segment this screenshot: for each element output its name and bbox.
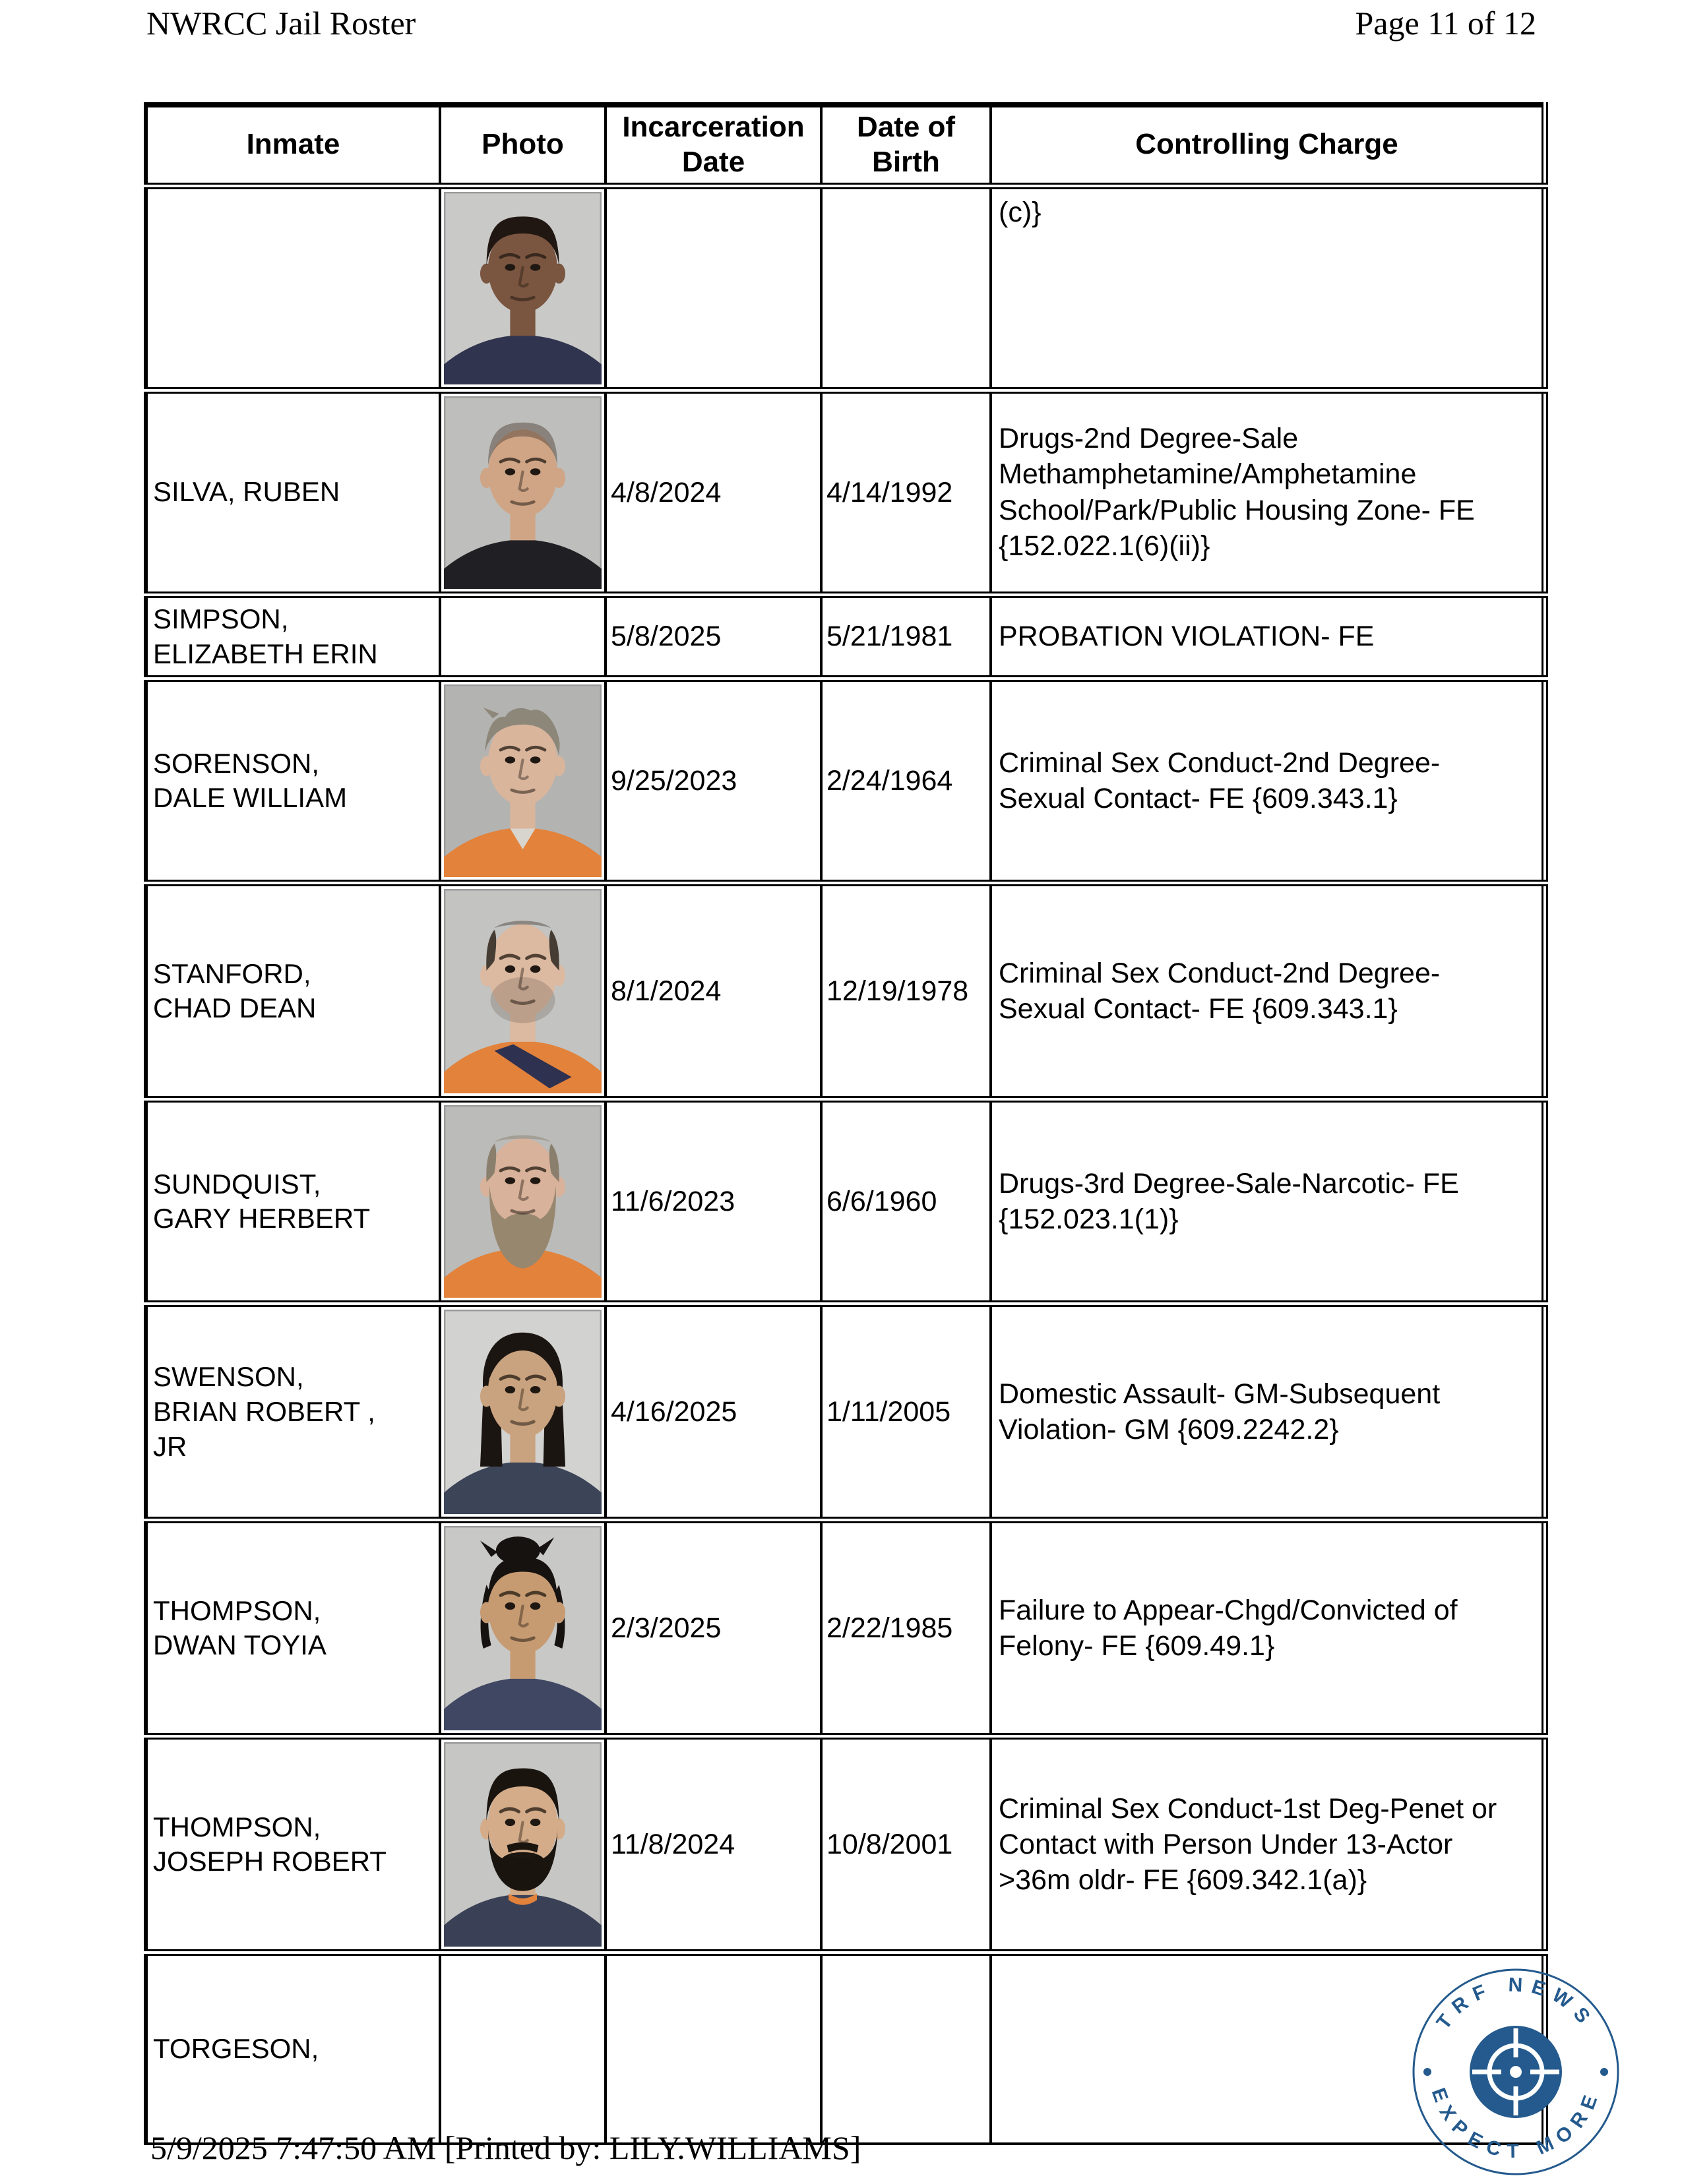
- date-of-birth: 2/24/1964: [821, 679, 991, 883]
- date-of-birth: 1/11/2005: [821, 1304, 991, 1520]
- controlling-charge: (c)}: [991, 186, 1545, 390]
- table-row: [146, 390, 1545, 595]
- date-of-birth: 4/14/1992: [821, 390, 991, 595]
- roster-table-container: [144, 102, 1557, 2065]
- table-header-row: [146, 105, 1545, 186]
- column-header-incarceration-date: Incarceration Date: [606, 105, 821, 186]
- date-of-birth: 12/19/1978: [821, 883, 991, 1099]
- incarceration-date: 8/1/2024: [606, 883, 821, 1099]
- inmate-name: THOMPSON, JOSEPH ROBERT: [146, 1736, 440, 1953]
- incarceration-date: 2/3/2025: [606, 1520, 821, 1736]
- crosshair-center-dot: [1510, 2066, 1522, 2078]
- column-header-controlling-charge: Controlling Charge: [991, 105, 1545, 186]
- controlling-charge: Criminal Sex Conduct-2nd Degree-Sexual Contact- FE {609.343.1}: [991, 883, 1545, 1099]
- controlling-charge: Drugs-2nd Degree-Sale Methamphetamine/Amphetamine School/Park/Public Housing Zone- FE {152.022.1(6)(ii)}: [991, 390, 1545, 595]
- inmate-photo-cell: [440, 1304, 606, 1520]
- mugshot-photo: [444, 1310, 602, 1514]
- inmate-name: SWENSON, BRIAN ROBERT , JR: [146, 1304, 440, 1520]
- column-header-date-of-birth: Date of Birth: [821, 105, 991, 186]
- controlling-charge: Failure to Appear-Chgd/Convicted of Felony- FE {609.49.1}: [991, 1520, 1545, 1736]
- date-of-birth: 6/6/1960: [821, 1099, 991, 1304]
- inmate-photo-cell: [440, 1736, 606, 1953]
- inmate-photo-cell: [440, 1520, 606, 1736]
- inmate-photo-cell: [440, 390, 606, 595]
- trf-news-logo: [1404, 1960, 1628, 2184]
- incarceration-date: 11/8/2024: [606, 1736, 821, 1953]
- roster-table: [144, 102, 1548, 2145]
- table-row: [146, 1736, 1545, 1953]
- mugshot-photo: [444, 192, 602, 384]
- incarceration-date: [606, 1953, 821, 2144]
- controlling-charge: Domestic Assault- GM-Subsequent Violation- GM {609.2242.2}: [991, 1304, 1545, 1520]
- table-row: [146, 883, 1545, 1099]
- date-of-birth: [821, 1953, 991, 2144]
- incarceration-date: 9/25/2023: [606, 679, 821, 883]
- controlling-charge: Drugs-3rd Degree-Sale-Narcotic- FE {152.023.1(1)}: [991, 1099, 1545, 1304]
- inmate-name: SIMPSON, ELIZABETH ERIN: [146, 595, 440, 679]
- inmate-photo-cell: [440, 186, 606, 390]
- inmate-name: TORGESON,: [146, 1953, 440, 2144]
- inmate-photo-cell: [440, 595, 606, 679]
- incarceration-date: [606, 186, 821, 390]
- logo-right-dot: [1600, 2068, 1608, 2076]
- inmate-photo-cell: [440, 679, 606, 883]
- incarceration-date: 5/8/2025: [606, 595, 821, 679]
- table-row: [146, 1099, 1545, 1304]
- incarceration-date: 11/6/2023: [606, 1099, 821, 1304]
- controlling-charge: Criminal Sex Conduct-1st Deg-Penet or Contact with Person Under 13-Actor >36m oldr- FE {609.342.1(a)}: [991, 1736, 1545, 1953]
- inmate-photo-cell: [440, 883, 606, 1099]
- column-header-photo: Photo: [440, 105, 606, 186]
- mugshot-photo: [444, 889, 602, 1093]
- svg-text:EXPECT MORE: EXPECT MORE: [1427, 2085, 1605, 2163]
- mugshot-photo: [444, 1105, 602, 1298]
- svg-text:TRF NEWS: TRF NEWS: [1432, 1974, 1600, 2034]
- page-indicator: Page 11 of 12: [1355, 5, 1536, 42]
- print-timestamp: 5/9/2025 7:47:50 AM [Printed by: LILY.WILLIAMS]: [150, 2129, 861, 2166]
- logo-left-dot: [1423, 2068, 1431, 2076]
- inmate-photo-cell: [440, 1953, 606, 2144]
- inmate-photo-cell: [440, 1099, 606, 1304]
- date-of-birth: 2/22/1985: [821, 1520, 991, 1736]
- incarceration-date: 4/8/2024: [606, 390, 821, 595]
- table-row: [146, 1304, 1545, 1520]
- date-of-birth: 5/21/1981: [821, 595, 991, 679]
- incarceration-date: 4/16/2025: [606, 1304, 821, 1520]
- inmate-name: THOMPSON, DWAN TOYIA: [146, 1520, 440, 1736]
- inmate-name: SILVA, RUBEN: [146, 390, 440, 595]
- table-row: [146, 595, 1545, 679]
- document-title: NWRCC Jail Roster: [146, 5, 416, 42]
- controlling-charge: Criminal Sex Conduct-2nd Degree-Sexual Contact- FE {609.343.1}: [991, 679, 1545, 883]
- mugshot-photo: [444, 1526, 602, 1730]
- date-of-birth: [821, 186, 991, 390]
- inmate-name: SUNDQUIST, GARY HERBERT: [146, 1099, 440, 1304]
- controlling-charge: PROBATION VIOLATION- FE: [991, 595, 1545, 679]
- inmate-name: STANFORD, CHAD DEAN: [146, 883, 440, 1099]
- mugshot-photo: [444, 1742, 602, 1947]
- column-header-inmate: Inmate: [146, 105, 440, 186]
- inmate-name: SORENSON, DALE WILLIAM: [146, 679, 440, 883]
- inmate-name: [146, 186, 440, 390]
- table-row: [146, 186, 1545, 390]
- mugshot-photo: [444, 396, 602, 589]
- mugshot-photo: [444, 684, 602, 877]
- table-row: [146, 1520, 1545, 1736]
- table-row: [146, 1953, 1545, 2144]
- date-of-birth: 10/8/2001: [821, 1736, 991, 1953]
- table-row: [146, 679, 1545, 883]
